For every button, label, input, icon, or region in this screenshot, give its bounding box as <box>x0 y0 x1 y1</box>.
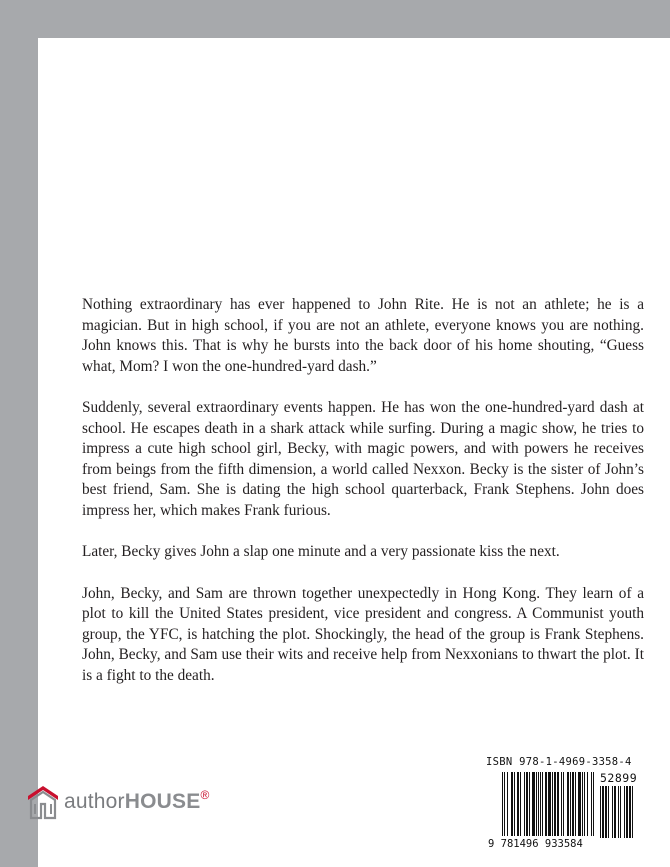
barcode-bar <box>536 772 537 836</box>
publisher-wordmark <box>64 790 209 814</box>
back-cover-blurb <box>82 295 644 707</box>
ean13-bars <box>502 772 598 836</box>
barcode-bar <box>511 772 513 836</box>
price-addon-bars <box>600 786 644 838</box>
barcode-bar <box>545 772 547 836</box>
barcode-bar <box>632 786 633 838</box>
barcode-bar <box>567 772 569 836</box>
barcode-bar <box>540 772 541 836</box>
barcode-bar <box>629 786 631 838</box>
barcode-bar <box>529 772 530 836</box>
barcode-bar <box>554 772 556 836</box>
publisher-name-light: author <box>64 790 125 813</box>
barcode-bar <box>587 772 588 836</box>
blurb-paragraph-1: Nothing extraordinary has ever happened to John Rite. He is not an athlete; he is a magician. But in high school, if you are not an athlete, everyone knows you are nothing. John knows this. That is why he bursts into the back door of his home shouting, “Guess what, Mom? I won the one-hundred-yard dash.” <box>82 296 644 375</box>
barcode-bar <box>584 772 585 836</box>
barcode-bar <box>591 772 592 836</box>
barcode-bar <box>614 786 616 838</box>
barcode-bar <box>561 772 562 836</box>
barcode-bar <box>514 772 515 836</box>
barcode-bar <box>552 772 553 836</box>
barcode-bar <box>570 772 571 836</box>
barcode-bar <box>578 772 581 836</box>
barcode-bar <box>618 786 619 838</box>
barcode-bar <box>532 772 535 836</box>
barcode-bar <box>563 772 564 836</box>
price-code-label: 52899 <box>600 771 638 785</box>
publisher-logo <box>26 782 209 822</box>
barcode-bar <box>605 786 607 838</box>
blurb-paragraph-2: Suddenly, several extraordinary events happen. He has won the one-hundred-yard dash at school. He escapes death in a shark attack while surfing. During a magic show, he tries to impress a cute high school girl, Becky, with magic powers, and with powers he receives from beings from the fifth dimension, a world called Nexxon. Becky is the sister of John’s best friend, Sam. She is dating the high school quarterback, Frank Stephens. John does impress her, which makes Frank furious. <box>82 399 644 519</box>
barcode-bar <box>542 772 543 836</box>
barcode-bar <box>520 772 521 836</box>
ean-digits-label: 9 781496 933584 <box>488 838 583 850</box>
barcode-bar <box>507 772 508 836</box>
barcode-bar <box>517 772 519 836</box>
isbn-barcode <box>478 752 646 860</box>
barcode-bar <box>608 786 609 838</box>
barcode-bar <box>524 772 525 836</box>
barcode-bar <box>526 772 528 836</box>
barcode-bar <box>602 786 604 838</box>
blurb-paragraph-4: John, Becky, and Sam are thrown together unexpectedly in Hong Kong. They learn of a plot to kill the United States president, vice president and congress. A Communist youth group, the YFC, is hatching the plot. Shockingly, the head of the group is Frank Stephens. John, Becky, and Sam use their wits and receive help from Nexxonians to thwart the plot. It is a fight to the death. <box>82 584 644 684</box>
barcode-bar <box>502 772 503 836</box>
isbn-label: ISBN 978-1-4969-3358-4 <box>486 756 632 768</box>
barcode-bar <box>504 772 505 836</box>
registered-mark: ® <box>200 788 210 802</box>
barcode-bar <box>572 772 574 836</box>
barcode-bar <box>612 786 613 838</box>
barcode-bar <box>557 772 559 836</box>
publisher-name-bold: HOUSE <box>124 790 201 813</box>
house-book-icon <box>26 784 60 820</box>
back-cover <box>38 38 670 867</box>
barcode-bar <box>538 772 539 836</box>
barcode-bar <box>582 772 583 836</box>
barcode-bar <box>548 772 551 836</box>
barcode-bar <box>593 772 594 836</box>
barcode-bar <box>575 772 576 836</box>
barcode-bar <box>624 786 625 838</box>
barcode-bar <box>600 786 601 838</box>
barcode-bar <box>626 786 628 838</box>
barcode-bar <box>620 786 621 838</box>
blurb-paragraph-3: Later, Becky gives John a slap one minute and a very passionate kiss the next. <box>82 543 560 560</box>
